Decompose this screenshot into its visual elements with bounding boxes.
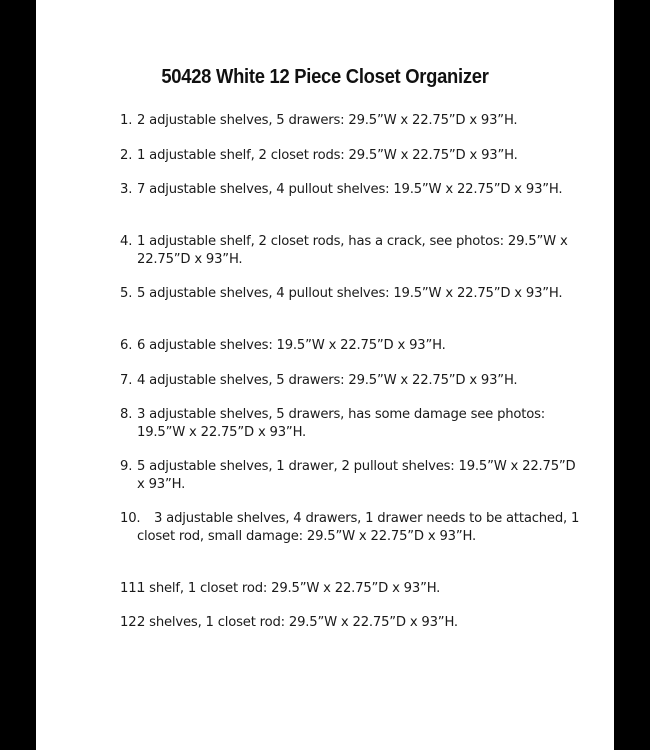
item-number: 5. [120, 286, 133, 301]
item-text: 2 adjustable shelves, 5 drawers: 29.5”W x 22.75”D x 93”H. [137, 113, 518, 128]
list-item [120, 147, 580, 165]
item-number: 2. [120, 148, 133, 163]
list-item [120, 285, 580, 303]
item-text: 2 shelves, 1 closet rod: 29.5”W x 22.75”D x 93”H. [137, 615, 458, 630]
item-text: 6 adjustable shelves: 19.5”W x 22.75”D x 93”H. [137, 338, 446, 353]
item-text: 4 adjustable shelves, 5 drawers: 29.5”W x 22.75”D x 93”H. [137, 373, 518, 388]
list-item [120, 614, 580, 632]
item-number: 1. [120, 113, 133, 128]
item-number: 11. [120, 581, 141, 596]
item-number: 6. [120, 338, 133, 353]
item-number: 10. [120, 511, 141, 526]
item-number: 12. [120, 615, 141, 630]
item-number: 8. [120, 407, 133, 422]
item-text: 1 shelf, 1 closet rod: 29.5”W x 22.75”D x 93”H. [137, 581, 441, 596]
item-number: 7. [120, 373, 133, 388]
item-text: 1 adjustable shelf, 2 closet rods, has a crack, see photos: 29.5”W x 22.75”D x 93”H. [137, 234, 568, 267]
list-item [120, 458, 580, 493]
document-page [36, 0, 614, 750]
item-number: 4. [120, 234, 133, 249]
item-text: 3 adjustable shelves, 4 drawers, 1 drawer needs to be attached, 1 closet rod, small damage: 29.5”W x 22.75”D x 93”H. [137, 511, 580, 544]
list-item [120, 510, 580, 545]
list-item [120, 406, 580, 441]
item-text: 7 adjustable shelves, 4 pullout shelves: 19.5”W x 22.75”D x 93”H. [137, 182, 563, 197]
list-item [120, 112, 580, 130]
item-text: 5 adjustable shelves, 1 drawer, 2 pullout shelves: 19.5”W x 22.75”D x 93”H. [137, 459, 576, 492]
list-item [120, 580, 580, 598]
list-item [120, 181, 580, 199]
item-number: 3. [120, 182, 133, 197]
item-text: 3 adjustable shelves, 5 drawers, has some damage see photos: 19.5”W x 22.75”D x 93”H. [137, 407, 546, 440]
document-title: 50428 White 12 Piece Closet Organizer [161, 66, 489, 88]
item-text: 1 adjustable shelf, 2 closet rods: 29.5”W x 22.75”D x 93”H. [137, 148, 518, 163]
list-item [120, 337, 580, 355]
list-item [120, 372, 580, 390]
item-number: 9. [120, 459, 133, 474]
list-item [120, 233, 580, 268]
item-text: 5 adjustable shelves, 4 pullout shelves: 19.5”W x 22.75”D x 93”H. [137, 286, 563, 301]
